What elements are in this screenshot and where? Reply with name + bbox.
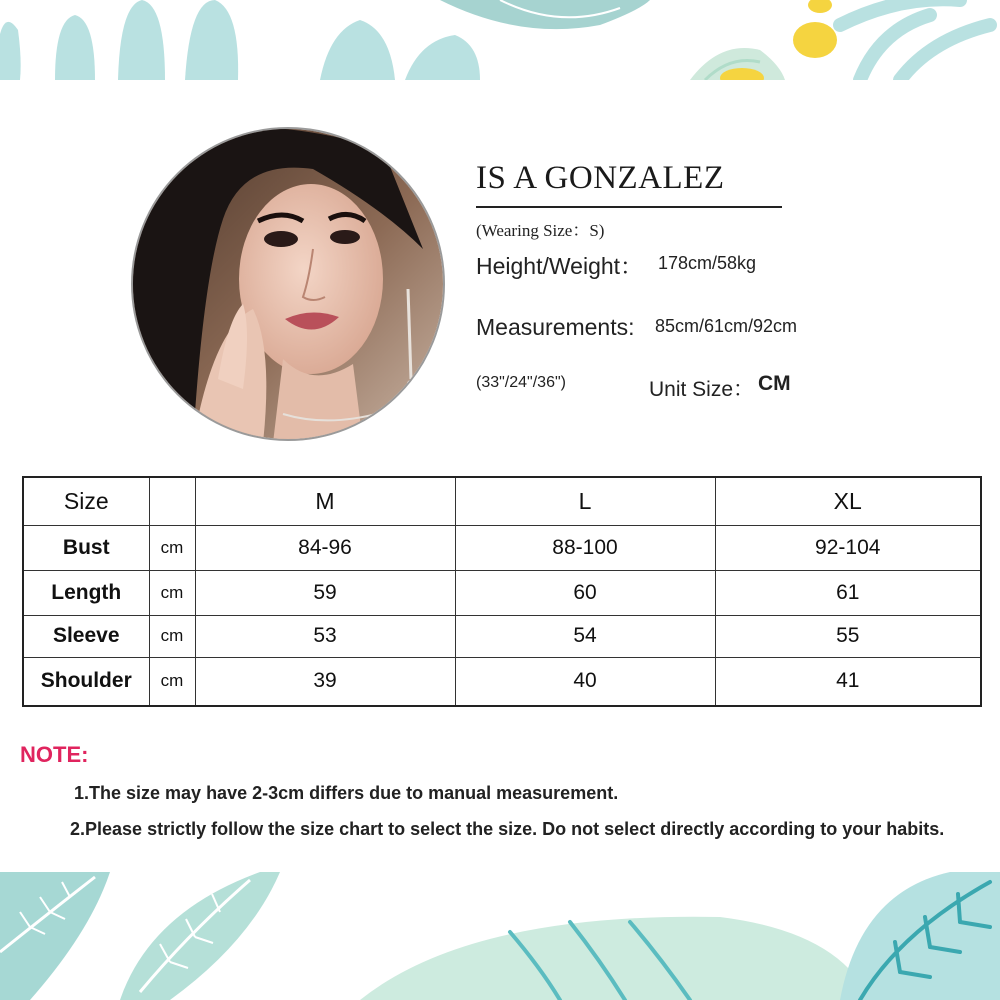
unit-size-value: CM [758, 372, 791, 395]
table-row [23, 525, 981, 570]
value-cell: 88-100 [455, 525, 715, 570]
model-portrait [131, 127, 445, 441]
value-cell: 54 [455, 615, 715, 657]
table-header-row [23, 477, 981, 525]
row-label-length: Length [23, 570, 149, 615]
model-portrait-image [133, 129, 445, 441]
measurements-inches: (33"/24"/36") [476, 374, 566, 391]
value-cell: 55 [715, 615, 981, 657]
header-xl: XL [715, 477, 981, 525]
value-cell: 39 [195, 657, 455, 706]
note-item-1: 1.The size may have 2-3cm differs due to manual measurement. [74, 783, 619, 803]
note-item-2: 2.Please strictly follow the size chart to select the size. Do not select directly according to your habits. [70, 819, 945, 839]
height-weight-label: Height/Weight： [476, 253, 644, 279]
measurements-value: 85cm/61cm/92cm [655, 316, 798, 336]
header-unit [149, 477, 195, 525]
value-cell: 59 [195, 570, 455, 615]
row-label-shoulder: Shoulder [23, 657, 149, 706]
measurements-label: Measurements: [476, 314, 635, 340]
header-size: Size [23, 477, 149, 525]
table-row [23, 657, 981, 706]
value-cell: 60 [455, 570, 715, 615]
value-cell: 40 [455, 657, 715, 706]
top-leaf-decoration [0, 0, 1000, 80]
value-cell: 84-96 [195, 525, 455, 570]
table-row [23, 615, 981, 657]
height-weight-value: 178cm/58kg [658, 253, 757, 273]
header-m: M [195, 477, 455, 525]
value-cell: 92-104 [715, 525, 981, 570]
header-l: L [455, 477, 715, 525]
value-cell: 41 [715, 657, 981, 706]
model-name: IS A GONZALEZ [476, 160, 725, 196]
row-unit: cm [149, 615, 195, 657]
value-cell: 53 [195, 615, 455, 657]
row-unit: cm [149, 570, 195, 615]
table-row [23, 570, 981, 615]
wearing-size: (Wearing Size：S) [476, 221, 605, 240]
row-unit: cm [149, 525, 195, 570]
unit-size-label: Unit Size： [649, 378, 755, 401]
bottom-leaf-decoration [0, 872, 1000, 1000]
value-cell: 61 [715, 570, 981, 615]
size-chart-table [22, 476, 982, 707]
row-unit: cm [149, 657, 195, 706]
row-label-sleeve: Sleeve [23, 615, 149, 657]
name-divider [476, 206, 782, 208]
row-label-bust: Bust [23, 525, 149, 570]
note-title: NOTE: [20, 742, 89, 767]
